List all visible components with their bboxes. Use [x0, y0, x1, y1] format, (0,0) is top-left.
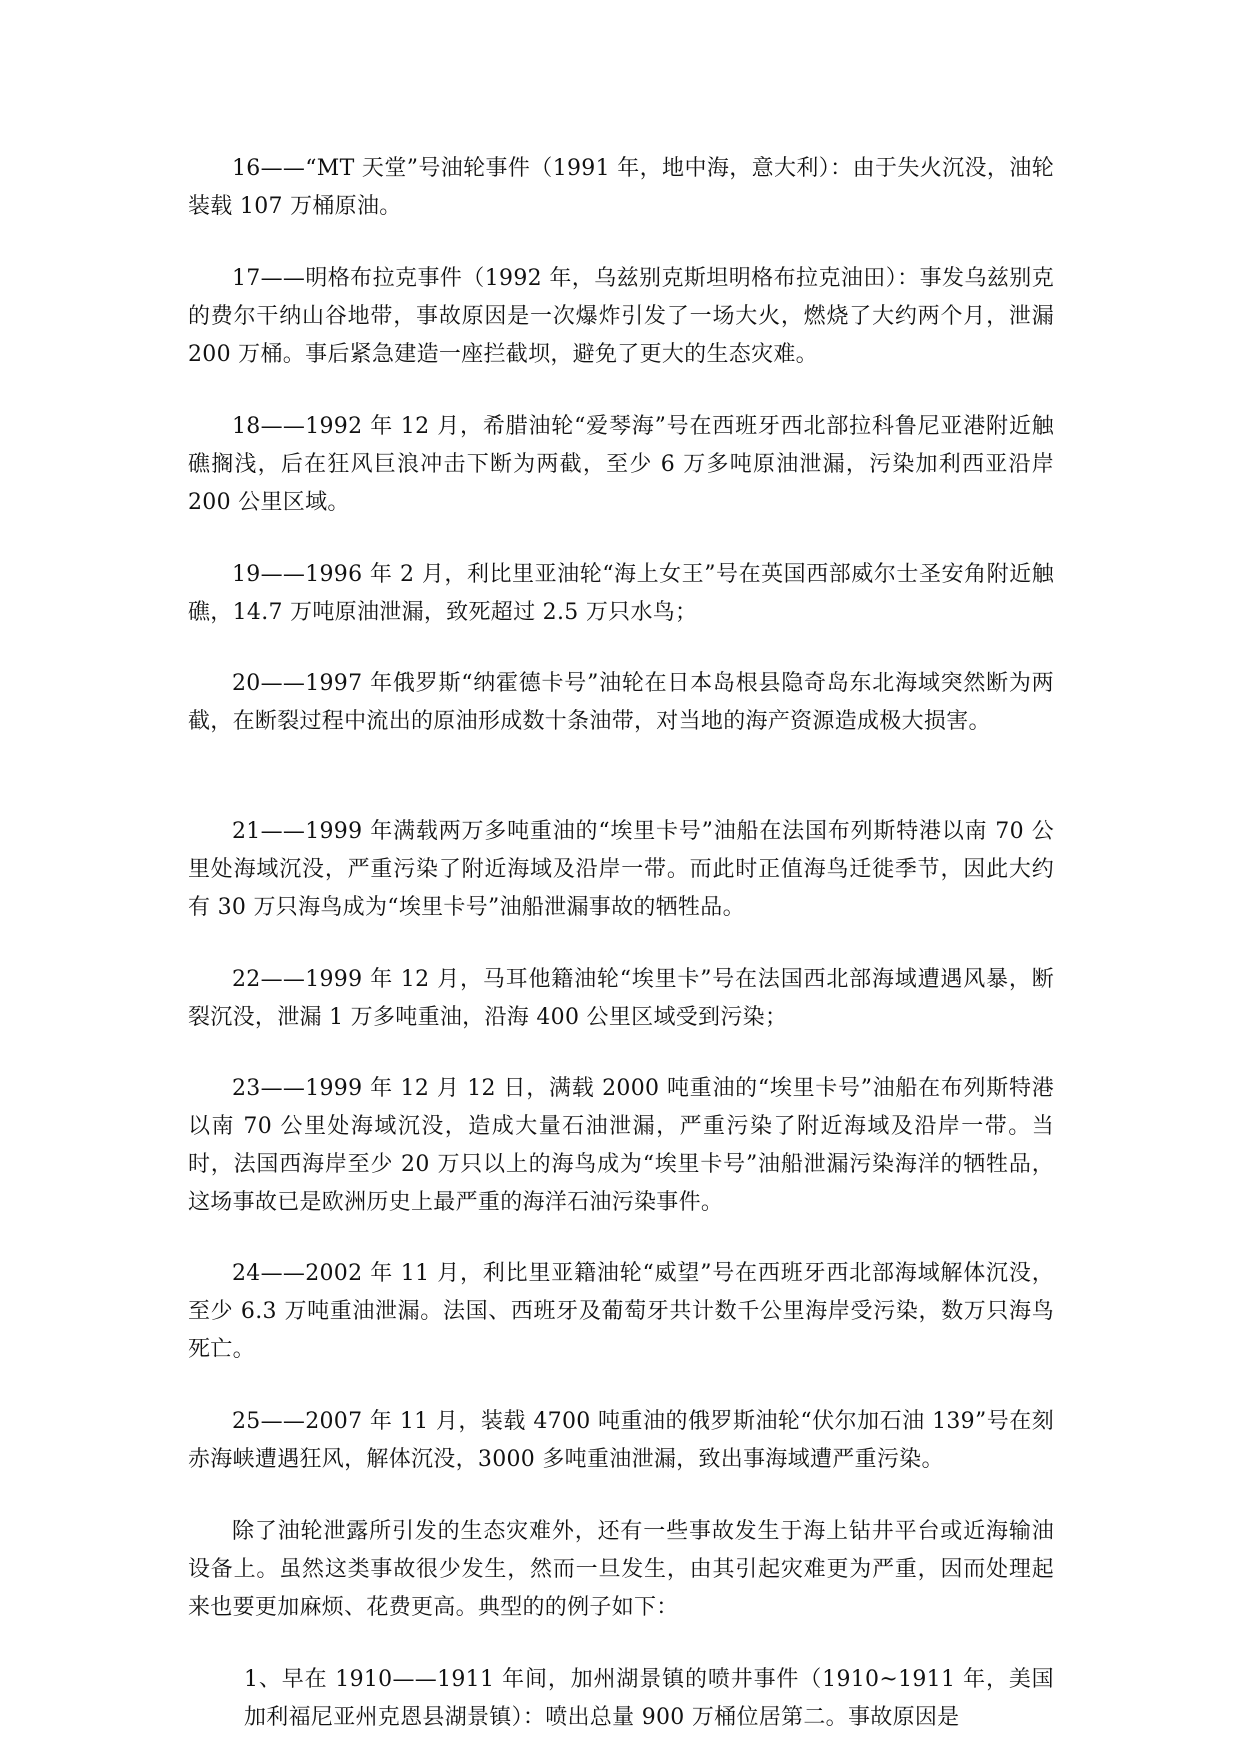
paragraph-incident-24: 24——2002 年 11 月，利比里亚籍油轮“威望”号在西班牙西北部海域解体沉没，至少 6.3 万吨重油泄漏。法国、西班牙及葡萄牙共计数千公里海岸受污染，数万只海鸟死亡。: [188, 1261, 1054, 1362]
paragraph-incident-22: 22——1999 年 12 月，马耳他籍油轮“埃里卡”号在法国西北部海域遭遇风暴，断裂沉没，泄漏 1 万多吨重油，沿海 400 公里区域受到污染；: [188, 967, 1054, 1030]
paragraph-incident-23: 23——1999 年 12 月 12 日，满载 2000 吨重油的“埃里卡号”油船在布列斯特港以南 70 公里处海域沉没，造成大量石油泄漏，严重污染了附近海域及沿岸一带。当时，法国西海岸至少 20 万只以上的海鸟成为“埃里卡号”油船泄漏污染海洋的牺牲品，这场事故已是欧洲历史上最严重的海洋石油污染事件。: [188, 1076, 1054, 1215]
paragraph-platform-intro: 除了油轮泄露所引发的生态灾难外，还有一些事故发生于海上钻井平台或近海输油设备上。虽然这类事故很少发生，然而一旦发生，由其引起灾难更为严重，因而处理起来也要更加麻烦、花费更高。典型的的例子如下：: [188, 1519, 1054, 1620]
paragraph-incident-17: 17——明格布拉克事件（1992 年，乌兹别克斯坦明格布拉克油田）：事发乌兹别克的费尔干纳山谷地带，事故原因是一次爆炸引发了一场大火，燃烧了大约两个月，泄漏 200 万桶。事后紧急建造一座拦截坝，避免了更大的生态灾难。: [188, 266, 1054, 367]
paragraph-incident-21: 21——1999 年满载两万多吨重油的“埃里卡号”油船在法国布列斯特港以南 70 公里处海域沉没，严重污染了附近海域及沿岸一带。而此时正值海鸟迁徙季节，因此大约有 30 万只海鸟成为“埃里卡号”油船泄漏事故的牺牲品。: [188, 819, 1054, 920]
paragraph-incident-25: 25——2007 年 11 月，装载 4700 吨重油的俄罗斯油轮“伏尔加石油 139”号在刻赤海峡遭遇狂风，解体沉没，3000 多吨重油泄漏，致出事海域遭严重污染。: [188, 1409, 1054, 1472]
paragraph-incident-16: 16——“MT 天堂”号油轮事件（1991 年，地中海，意大利）：由于失火沉没，油轮装载 107 万桶原油。: [188, 156, 1054, 219]
paragraph-incident-18: 18——1992 年 12 月，希腊油轮“爱琴海”号在西班牙西北部拉科鲁尼亚港附近触礁搁浅，后在狂风巨浪冲击下断为两截，至少 6 万多吨原油泄漏，污染加利西亚沿岸 200 公里区域。: [188, 414, 1054, 515]
paragraph-incident-20: 20——1997 年俄罗斯“纳霍德卡号”油轮在日本岛根县隐奇岛东北海域突然断为两截，在断裂过程中流出的原油形成数十条油带，对当地的海产资源造成极大损害。: [188, 671, 1054, 734]
list-item-1: 1、早在 1910——1911 年间，加州湖景镇的喷井事件（1910~1911 年，美国加利福尼亚州克恩县湖景镇）：喷出总量 900 万桶位居第二。事故原因是: [244, 1667, 1054, 1730]
paragraph-incident-19: 19——1996 年 2 月，利比里亚油轮“海上女王”号在英国西部威尔士圣安角附近触礁，14.7 万吨原油泄漏，致死超过 2.5 万只水鸟；: [188, 562, 1054, 625]
